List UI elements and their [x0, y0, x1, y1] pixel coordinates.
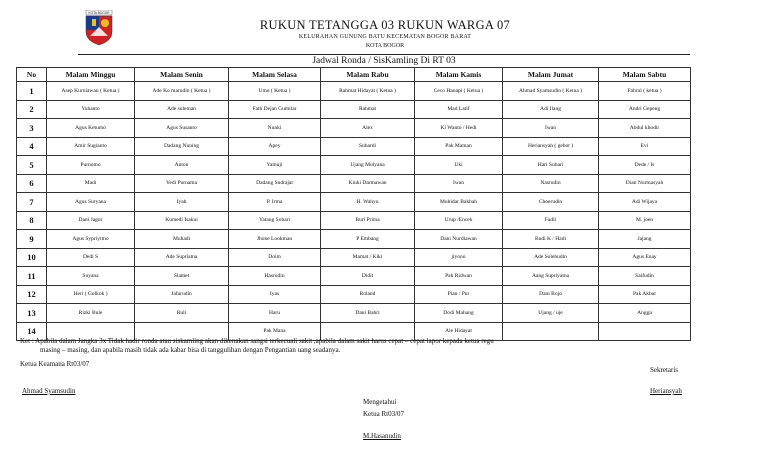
- name-cell: Dani Bojo: [503, 285, 599, 304]
- table-row: [17, 285, 691, 304]
- column-header: Malam Kamis: [415, 68, 503, 82]
- name-cell: Dani Bahri: [321, 304, 415, 323]
- column-header: Malam Sabtu: [599, 68, 691, 82]
- name-cell: jiyono: [415, 248, 503, 267]
- name-cell: Uki: [415, 156, 503, 175]
- name-cell: Agus Sypriyitno: [47, 230, 135, 249]
- name-cell: Dede / Is: [599, 156, 691, 175]
- name-cell: Ade suleman: [135, 100, 229, 119]
- table-row: [17, 119, 691, 138]
- name-cell: Kumedi Isakui: [135, 211, 229, 230]
- column-header: Malam Senin: [135, 68, 229, 82]
- column-header: Malam Jumat: [503, 68, 599, 82]
- table-row: [17, 137, 691, 156]
- name-cell: Evi: [599, 137, 691, 156]
- name-cell: M. joen: [599, 211, 691, 230]
- name-cell: Ujang Mulyana: [321, 156, 415, 175]
- name-cell: Hari Subari: [503, 156, 599, 175]
- name-cell: [599, 322, 691, 341]
- table-row: [17, 100, 691, 119]
- schedule-subtitle: Jadwal Ronda / SisKamling Di RT 03: [312, 56, 456, 66]
- row-number-cell: 12: [17, 285, 47, 304]
- left-signature-name: Ahmad Syamsudin: [22, 387, 76, 395]
- name-cell: Dedi S: [47, 248, 135, 267]
- name-cell: Ade Solehudin: [503, 248, 599, 267]
- name-cell: Yatang Sobari: [229, 211, 321, 230]
- name-cell: Rahmat: [321, 100, 415, 119]
- city-emblem-logo: [80, 10, 118, 46]
- name-cell: Fath Dejan Gumilar: [229, 100, 321, 119]
- name-cell: Apey: [229, 137, 321, 156]
- name-cell: Nasrudin: [503, 174, 599, 193]
- name-cell: Budi K / Hadi: [503, 230, 599, 249]
- name-cell: Muhidar Bakbah: [415, 193, 503, 212]
- note-line-2: masing – masing, dan apabila masih tidak ada kabar bisa di tanggulihan dengan Pengantian uang seadanya.: [40, 346, 341, 354]
- svg-text:KOTA BOGOR: KOTA BOGOR: [88, 11, 110, 15]
- row-number-cell: 6: [17, 174, 47, 193]
- name-cell: Hasrudin: [229, 267, 321, 286]
- name-cell: Heriansyah ( gebot ): [503, 137, 599, 156]
- name-cell: Ade Ko marudin ( Ketua ): [135, 82, 229, 101]
- name-cell: Dadang Nuning: [135, 137, 229, 156]
- name-cell: Jajang: [599, 230, 691, 249]
- name-cell: Amir Sugianto: [47, 137, 135, 156]
- name-cell: Urup /Encek: [415, 211, 503, 230]
- table-row: [17, 230, 691, 249]
- name-cell: Adi Wijaya: [599, 193, 691, 212]
- table-row: [17, 174, 691, 193]
- name-cell: Alex: [321, 119, 415, 138]
- name-cell: Ruli: [135, 304, 229, 323]
- column-header: Malam Minggu: [47, 68, 135, 82]
- row-number-cell: 11: [17, 267, 47, 286]
- note-line-1: Ket : Apabila dalam Jangka 3x Tidak hadir ronda atau siskamling akan dikenakan sangsi terkecuali sakit ,apabila dalam sakit harus cepat – cepat lapor kepada ketua regu: [20, 337, 494, 345]
- name-cell: Didit: [321, 267, 415, 286]
- name-cell: Heri ( Golkok ): [47, 285, 135, 304]
- name-cell: Rizki Bule: [47, 304, 135, 323]
- name-cell: Pian / Pur: [415, 285, 503, 304]
- patrol-schedule-table: [16, 67, 691, 341]
- name-cell: Agus Susanto: [135, 119, 229, 138]
- name-cell: Ale Hidayat: [415, 322, 503, 341]
- right-signature-name: Heriansyah: [650, 387, 682, 395]
- name-cell: Dadang Sudrajat: [229, 174, 321, 193]
- name-cell: Roland: [321, 285, 415, 304]
- center-acknowledge-label: Mengetahui: [363, 398, 397, 406]
- row-number-cell: 8: [17, 211, 47, 230]
- name-cell: Umu ( Ketua ): [229, 82, 321, 101]
- name-cell: Ade Supriatna: [135, 248, 229, 267]
- name-cell: P Embang: [321, 230, 415, 249]
- name-cell: Agus Enay: [599, 248, 691, 267]
- name-cell: Fadli: [503, 211, 599, 230]
- name-cell: Iwan: [415, 174, 503, 193]
- name-cell: Adi Ilang: [503, 100, 599, 119]
- name-cell: Ahmad Syamsudin ( Ketua ): [503, 82, 599, 101]
- name-cell: Madi: [47, 174, 135, 193]
- name-cell: Iwan: [503, 119, 599, 138]
- name-cell: Nunki: [229, 119, 321, 138]
- row-number-cell: 14: [17, 322, 47, 341]
- table-row: [17, 82, 691, 101]
- name-cell: Yuhanto: [47, 100, 135, 119]
- name-cell: Subardi: [321, 137, 415, 156]
- name-cell: Abdul khodir: [599, 119, 691, 138]
- name-cell: [503, 322, 599, 341]
- name-cell: Anton: [135, 156, 229, 175]
- header-address-line1: KELURAHAN GUNUNG BATU KECEMATAN BOGOR BARAT: [298, 34, 472, 40]
- column-header: Malam Selasa: [229, 68, 321, 82]
- name-cell: Ki Wanto / Hedi: [415, 119, 503, 138]
- name-cell: Jhone Lookman: [229, 230, 321, 249]
- name-cell: Iyah: [135, 193, 229, 212]
- row-number-cell: 2: [17, 100, 47, 119]
- table-row: [17, 156, 691, 175]
- table-row: [17, 304, 691, 323]
- header-divider: [78, 54, 690, 55]
- name-cell: Buri Prima: [321, 211, 415, 230]
- table-row: [17, 267, 691, 286]
- name-cell: Fahrul ( ketua ): [599, 82, 691, 101]
- name-cell: P. Irma: [229, 193, 321, 212]
- row-number-cell: 13: [17, 304, 47, 323]
- row-number-cell: 3: [17, 119, 47, 138]
- name-cell: Yedi Purnama: [135, 174, 229, 193]
- column-header: No: [17, 68, 47, 82]
- row-number-cell: 7: [17, 193, 47, 212]
- name-cell: Kiuki Darmawan: [321, 174, 415, 193]
- name-cell: Pak Maman: [415, 137, 503, 156]
- name-cell: Agus Ketumo: [47, 119, 135, 138]
- name-cell: Jafarudin: [135, 285, 229, 304]
- row-number-cell: 4: [17, 137, 47, 156]
- name-cell: Suyana: [47, 267, 135, 286]
- name-cell: Dian Nurmasyah: [599, 174, 691, 193]
- row-number-cell: 1: [17, 82, 47, 101]
- left-signature-title: Ketua Keamana Rt03/07: [20, 360, 90, 368]
- name-cell: Choerudin: [503, 193, 599, 212]
- name-cell: Asep Kurniawan ( Ketua ): [47, 82, 135, 101]
- name-cell: Iyas: [229, 285, 321, 304]
- name-cell: Pak Akbar: [599, 285, 691, 304]
- name-cell: Saifudin: [599, 267, 691, 286]
- right-signature-title: Sekretaris: [650, 366, 678, 374]
- row-number-cell: 9: [17, 230, 47, 249]
- name-cell: Mamat / Kiki: [321, 248, 415, 267]
- table-row: [17, 248, 691, 267]
- name-cell: Slamet: [135, 267, 229, 286]
- name-cell: Rahmat Hidayat ( Ketua ): [321, 82, 415, 101]
- name-cell: Ujang / uje: [503, 304, 599, 323]
- header-address-line2: KOTA BOGOR: [365, 43, 405, 49]
- name-cell: Muhadi: [135, 230, 229, 249]
- name-cell: Doim: [229, 248, 321, 267]
- center-signature-title: Ketua Rt03/07: [363, 410, 405, 418]
- name-cell: Dani Jagur: [47, 211, 135, 230]
- name-cell: H. Wahyu: [321, 193, 415, 212]
- name-cell: Agus Suryana: [47, 193, 135, 212]
- header-title: RUKUN TETANGGA 03 RUKUN WARGA 07: [259, 18, 511, 32]
- name-cell: Haru: [229, 304, 321, 323]
- name-cell: Andri Gepeng: [599, 100, 691, 119]
- name-cell: Ceco Hanapi ( Ketua ): [415, 82, 503, 101]
- name-cell: Yamuji: [229, 156, 321, 175]
- row-number-cell: 5: [17, 156, 47, 175]
- row-number-cell: 10: [17, 248, 47, 267]
- name-cell: Pak Ridwan: [415, 267, 503, 286]
- column-header: Malam Rabu: [321, 68, 415, 82]
- table-header-row: [17, 68, 691, 82]
- name-cell: Angga: [599, 304, 691, 323]
- name-cell: Purnomo: [47, 156, 135, 175]
- table-row: [17, 193, 691, 212]
- table-row: [17, 211, 691, 230]
- name-cell: Aang Supriyatna: [503, 267, 599, 286]
- center-signature-name: M.Hasanudin: [363, 432, 401, 440]
- name-cell: Mad Latif: [415, 100, 503, 119]
- name-cell: Pak Mana: [229, 322, 321, 341]
- name-cell: Dani Nurdiawan: [415, 230, 503, 249]
- name-cell: Dodi Mahang: [415, 304, 503, 323]
